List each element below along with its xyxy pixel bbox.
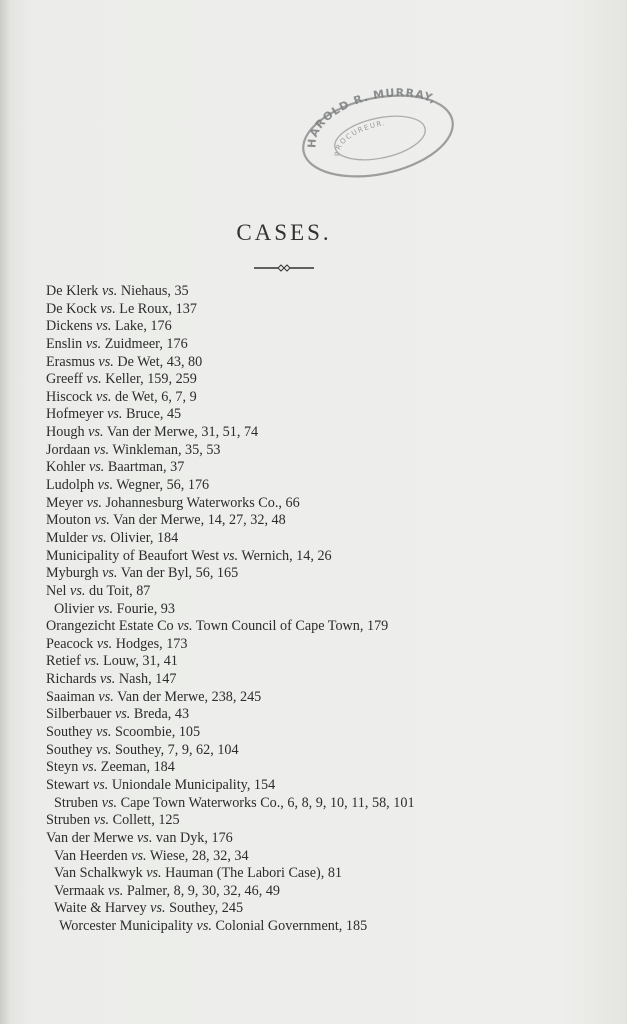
- case-party-a: Richards: [46, 671, 97, 688]
- versus-label: vs.: [101, 794, 118, 811]
- case-entry: [46, 389, 606, 407]
- versus-label: vs.: [98, 353, 114, 370]
- case-party-b: Zeeman, 184: [100, 759, 175, 776]
- versus-label: vs.: [131, 847, 147, 864]
- versus-label: vs.: [98, 688, 114, 705]
- case-party-a: Myburgh: [46, 565, 99, 582]
- versus-label: vs.: [99, 671, 116, 688]
- page-gutter-shadow: [0, 0, 10, 1024]
- case-party-b: Wegner, 56, 176: [116, 477, 210, 494]
- versus-label: vs.: [70, 582, 86, 599]
- case-party-b: Southey, 245: [169, 900, 244, 917]
- case-entry: [46, 653, 606, 671]
- case-entry: [46, 301, 606, 319]
- svg-text:PROCUREUR.: [334, 119, 387, 156]
- case-party-b: Hodges, 173: [115, 635, 188, 652]
- case-party-a: Mouton: [46, 512, 91, 529]
- case-entry: [46, 689, 606, 707]
- case-party-a: Silberbauer: [46, 706, 112, 723]
- case-entry: [46, 918, 606, 936]
- case-party-a: De Klerk: [46, 283, 99, 299]
- versus-label: vs.: [150, 900, 166, 917]
- versus-label: vs.: [107, 406, 123, 423]
- versus-label: vs.: [94, 512, 110, 529]
- case-party-b: Van der Merwe, 238, 245: [117, 688, 262, 705]
- case-entry: [46, 442, 606, 460]
- versus-label: vs.: [91, 529, 107, 546]
- versus-label: vs.: [93, 812, 110, 829]
- case-list: [46, 283, 606, 936]
- case-entry: [46, 795, 606, 813]
- versus-label: vs.: [102, 565, 118, 582]
- case-party-a: Waite & Harvey: [54, 900, 147, 917]
- case-party-a: Van der Merwe: [46, 829, 134, 846]
- versus-label: vs.: [86, 371, 102, 388]
- versus-label: vs.: [137, 829, 153, 846]
- ornamental-rule: [254, 262, 314, 274]
- case-entry: [46, 424, 606, 442]
- case-party-a: Hiscock: [46, 388, 93, 405]
- stamp-bottom-text: PROCUREUR.: [333, 119, 387, 157]
- case-entry: [46, 512, 606, 530]
- case-party-b: Winkleman, 35, 53: [112, 441, 221, 458]
- case-party-a: Municipality of Beaufort West: [46, 547, 220, 564]
- case-party-a: Van Schalkwyk: [54, 865, 143, 882]
- versus-label: vs.: [85, 335, 102, 352]
- versus-label: vs.: [146, 865, 162, 882]
- versus-label: vs.: [107, 882, 124, 899]
- case-party-a: Nel: [46, 582, 67, 599]
- versus-label: vs.: [97, 477, 113, 494]
- versus-label: vs.: [96, 635, 113, 652]
- case-party-a: Greeff: [46, 371, 83, 388]
- case-entry: [46, 318, 606, 336]
- case-entry: [46, 724, 606, 742]
- case-party-b: Van der Byl, 56, 165: [120, 565, 239, 582]
- case-party-a: Meyer: [46, 494, 84, 511]
- case-party-a: De Kock: [46, 300, 97, 317]
- case-party-a: Kohler: [46, 459, 86, 476]
- case-party-a: Hofmeyer: [46, 406, 104, 423]
- case-party-a: Vermaak: [54, 882, 105, 899]
- case-entry: [46, 565, 606, 583]
- stamp-graphic: [298, 86, 458, 186]
- case-party-b: Cape Town Waterworks Co., 6, 8, 9, 10, 11, 58, 101: [120, 794, 415, 811]
- versus-label: vs.: [96, 741, 112, 758]
- case-party-b: Olivier, 184: [110, 529, 179, 546]
- case-entry: [46, 883, 606, 901]
- case-entry: [46, 459, 606, 477]
- case-party-b: De Wet, 43, 80: [117, 353, 203, 370]
- case-entry: [46, 742, 606, 760]
- case-party-a: Struben: [54, 794, 99, 811]
- case-party-b: Uniondale Municipality, 154: [111, 776, 276, 793]
- versus-label: vs.: [96, 318, 112, 335]
- case-party-b: Colonial Government, 185: [215, 918, 368, 935]
- case-party-b: Niehaus, 35: [120, 283, 189, 299]
- case-party-b: Keller, 159, 259: [105, 371, 197, 388]
- case-party-a: Orangezicht Estate Co: [46, 618, 174, 635]
- case-party-b: Scoombie, 105: [114, 724, 201, 741]
- case-entry: [46, 865, 606, 883]
- case-party-b: van Dyk, 176: [155, 829, 233, 846]
- versus-label: vs.: [92, 776, 109, 793]
- case-entry: [46, 495, 606, 513]
- versus-label: vs.: [97, 600, 114, 617]
- case-party-b: Wernich, 14, 26: [241, 547, 332, 564]
- case-party-a: Hough: [46, 424, 85, 441]
- versus-label: vs.: [86, 494, 102, 511]
- case-party-b: Collett, 125: [112, 812, 180, 829]
- versus-label: vs.: [101, 283, 118, 299]
- case-party-b: Breda, 43: [133, 706, 190, 723]
- case-party-a: Retief: [46, 653, 81, 670]
- svg-text:HAROLD R. MURRAY,: [305, 86, 438, 148]
- versus-label: vs.: [96, 724, 112, 741]
- case-party-a: Olivier: [54, 600, 95, 617]
- case-party-a: Peacock: [46, 635, 94, 652]
- case-entry: [46, 848, 606, 866]
- case-entry: [46, 618, 606, 636]
- versus-label: vs.: [114, 706, 131, 723]
- versus-label: vs.: [84, 653, 100, 670]
- case-party-b: Bruce, 45: [125, 406, 182, 423]
- case-party-a: Mulder: [46, 529, 88, 546]
- case-party-a: Worcester Municipality: [59, 918, 193, 935]
- case-party-a: Ludolph: [46, 477, 95, 494]
- case-party-a: Jordaan: [46, 441, 91, 458]
- case-party-b: Johannesburg Waterworks Co., 66: [105, 494, 300, 511]
- versus-label: vs.: [93, 441, 110, 458]
- page-title: CASES.: [236, 220, 332, 245]
- case-entry: [46, 777, 606, 795]
- case-party-b: de Wet, 6, 7, 9: [114, 388, 197, 405]
- case-entry: [46, 601, 606, 619]
- case-party-b: Wiese, 28, 32, 34: [149, 847, 249, 864]
- versus-label: vs.: [177, 618, 193, 635]
- case-party-a: Saaiman: [46, 688, 95, 705]
- case-party-b: Zuidmeer, 176: [104, 335, 188, 352]
- case-entry: [46, 636, 606, 654]
- case-party-b: Palmer, 8, 9, 30, 32, 46, 49: [126, 882, 281, 899]
- case-party-b: Baartman, 37: [107, 459, 185, 476]
- case-party-a: Dickens: [46, 318, 93, 335]
- case-entry: [46, 406, 606, 424]
- case-entry: [46, 671, 606, 689]
- case-entry: [46, 530, 606, 548]
- case-entry: [46, 706, 606, 724]
- case-party-b: Town Council of Cape Town, 179: [195, 618, 389, 635]
- case-entry: [46, 830, 606, 848]
- case-entry: [46, 759, 606, 777]
- case-party-b: Le Roux, 137: [119, 300, 197, 317]
- case-entry: [46, 900, 606, 918]
- versus-label: vs.: [222, 547, 239, 564]
- case-party-a: Erasmus: [46, 353, 95, 370]
- case-party-b: Lake, 176: [114, 318, 172, 335]
- case-party-a: Steyn: [46, 759, 79, 776]
- versus-label: vs.: [100, 300, 116, 317]
- case-party-b: Van der Merwe, 31, 51, 74: [106, 424, 259, 441]
- versus-label: vs.: [88, 459, 105, 476]
- case-entry: [46, 548, 606, 566]
- versus-label: vs.: [81, 759, 98, 776]
- case-party-b: Van der Merwe, 14, 27, 32, 48: [113, 512, 286, 529]
- case-entry: [46, 336, 606, 354]
- case-party-b: Nash, 147: [118, 671, 177, 688]
- stamp-top-text: HAROLD R. MURRAY,: [305, 86, 439, 149]
- case-party-a: Stewart: [46, 776, 90, 793]
- case-party-b: Southey, 7, 9, 62, 104: [114, 741, 239, 758]
- case-party-b: Fourie, 93: [116, 600, 175, 617]
- owner-stamp: [298, 86, 458, 186]
- case-entry: [46, 371, 606, 389]
- case-party-a: Southey: [46, 724, 93, 741]
- case-entry: [46, 477, 606, 495]
- case-entry: [46, 583, 606, 601]
- case-party-b: Hauman (The Labori Case), 81: [165, 865, 343, 882]
- case-party-a: Southey: [46, 741, 93, 758]
- case-entry: [46, 283, 606, 301]
- versus-label: vs.: [196, 918, 212, 935]
- case-party-a: Enslin: [46, 335, 83, 352]
- case-party-b: Louw, 31, 41: [103, 653, 178, 670]
- case-party-a: Struben: [46, 812, 91, 829]
- versus-label: vs.: [88, 424, 104, 441]
- case-entry: [46, 812, 606, 830]
- case-entry: [46, 354, 606, 372]
- case-party-a: Van Heerden: [54, 847, 128, 864]
- versus-label: vs.: [96, 388, 112, 405]
- case-party-b: du Toit, 87: [88, 582, 151, 599]
